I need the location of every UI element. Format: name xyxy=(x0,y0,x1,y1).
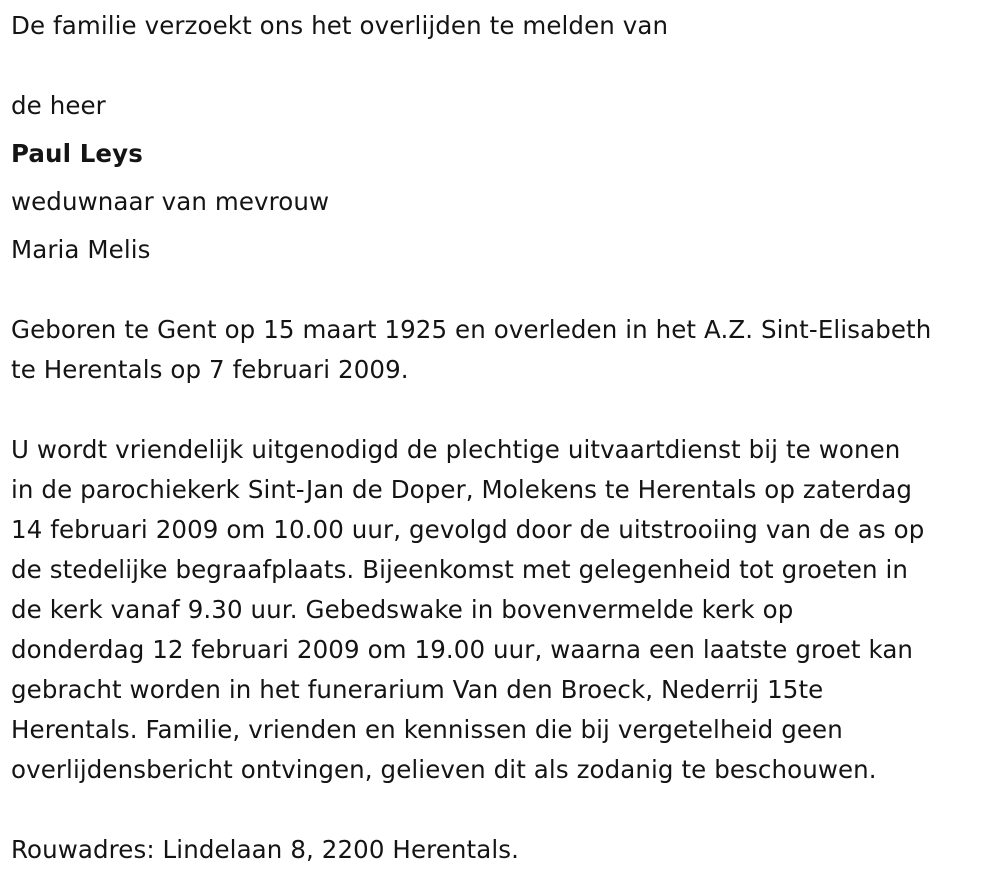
paragraph-line: te Herentals op 7 februari 2009. xyxy=(11,355,409,384)
intro-text: De familie verzoekt ons het overlijden te melden van xyxy=(11,11,669,40)
paragraph-line: de stedelijke begraafplaats. Bijeenkomst met gelegenheid tot groeten in xyxy=(11,555,909,584)
paragraph-line: in de parochiekerk Sint-Jan de Doper, Molekens te Herentals op zaterdag xyxy=(11,475,913,504)
salutation: de heer xyxy=(11,91,106,120)
ceremony-paragraph xyxy=(11,430,996,790)
paragraph-line: overlijdensbericht ontvingen, gelieven dit als zodanig te beschouwen. xyxy=(11,755,877,784)
birth-death-paragraph xyxy=(11,310,996,390)
paragraph-line: donderdag 12 februari 2009 om 19.00 uur, waarna een laatste groet kan xyxy=(11,635,914,664)
deceased-name: Paul Leys xyxy=(11,139,143,168)
mourning-address: Rouwadres: Lindelaan 8, 2200 Herentals. xyxy=(11,835,520,864)
paragraph-line: U wordt vriendelijk uitgenodigd de plechtige uitvaartdienst bij te wonen xyxy=(11,435,901,464)
spouse-name: Maria Melis xyxy=(11,235,151,264)
relation-text: weduwnaar van mevrouw xyxy=(11,187,330,216)
paragraph-line: de kerk vanaf 9.30 uur. Gebedswake in bovenvermelde kerk op xyxy=(11,595,794,624)
paragraph-line: Geboren te Gent op 15 maart 1925 en overleden in het A.Z. Sint-Elisabeth xyxy=(11,315,932,344)
paragraph-line: Herentals. Familie, vrienden en kennissen die bij vergetelheid geen xyxy=(11,715,843,744)
paragraph-line: 14 februari 2009 om 10.00 uur, gevolgd door de uitstrooiing van de as op xyxy=(11,515,925,544)
paragraph-line: gebracht worden in het funerarium Van den Broeck, Nederrij 15te xyxy=(11,675,824,704)
